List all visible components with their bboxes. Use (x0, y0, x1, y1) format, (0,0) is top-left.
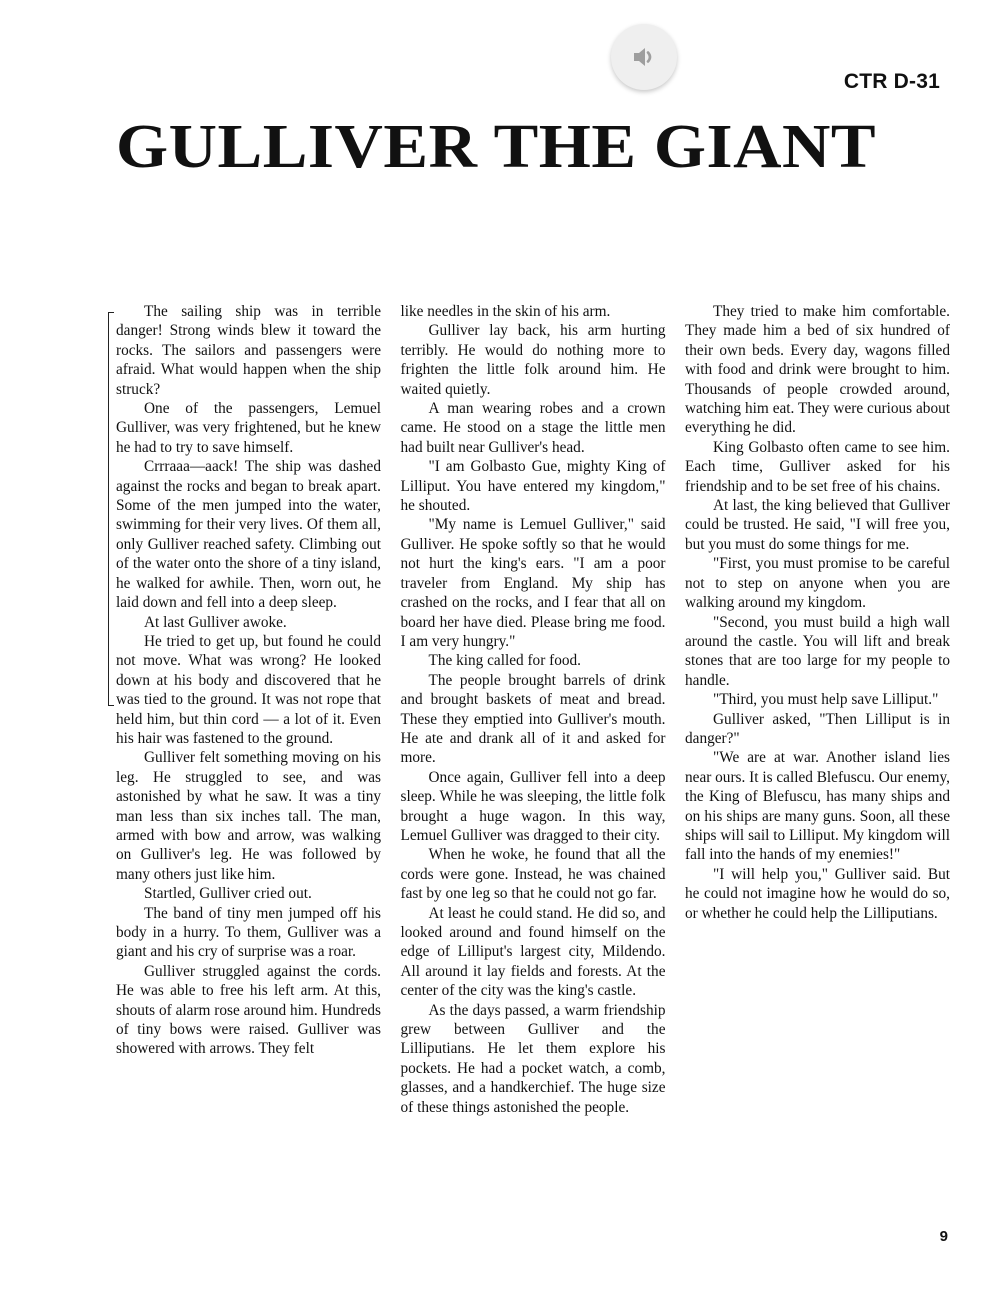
page-title: GULLIVER THE GIANT (116, 113, 877, 181)
paragraph: They tried to make him comfortable. They made him a bed of six hundred of their own beds. Every day, wagons filled with food and drink were brought to him. Thousands of people crowded around, watching him eat. They were curious about everything he did. (685, 303, 950, 437)
paragraph: "My name is Lemuel Gulliver," said Gulliver. He spoke softly so that he would not hurt the king's ears. "I am a poor traveler from England. My ship has crashed on the rocks, and I fear that all on board her have died. Please bring me food. I am very hungry." (400, 516, 666, 650)
paragraph: At last Gulliver awoke. (144, 613, 287, 631)
paragraph: At least he could stand. He did so, and looked around and found himself on the edge of Lilliput's largest city, Mildendo. All around it lay fields and forests. At the center of the city was the king's castle. (400, 904, 666, 1000)
paragraph: Startled, Gulliver cried out. (144, 885, 312, 903)
paragraph: "First, you must promise to be careful not to step on anyone when you are walking around my kingdom. (685, 555, 950, 612)
paragraph-continued: like needles in the skin of his arm. (400, 303, 611, 320)
paragraph: As the days passed, a warm friendship grew between Gulliver and the Lilliputians. He let them explore his pockets. He had a pocket watch, a comb, glasses, and a handkerchief. The huge size of these things astonished the people. (400, 1001, 666, 1116)
paragraph: King Golbasto often came to see him. Each time, Gulliver asked for his friendship and to be set free of his chains. (685, 438, 950, 495)
text-column-2 (401, 302, 666, 1117)
paragraph: "Third, you must help save Lilliput." (713, 691, 939, 709)
paragraph: "I am Golbasto Gue, mighty King of Lilliput. You have entered my kingdom," he shouted. (400, 458, 666, 515)
paragraph: "We are at war. Another island lies near ours. It is called Blefuscu. Our enemy, the King of Blefuscu, has many ships and on his ships are many guns. Soon, all these ships will sail to Lilliput. My kingdom will fall into the hands of my enemies!" (685, 749, 950, 864)
text-column-1 (116, 302, 381, 1117)
text-column-3 (685, 302, 950, 1117)
speaker-icon (627, 40, 661, 74)
document-code: CTR D-31 (843, 70, 940, 93)
excerpt-bracket (108, 312, 114, 706)
paragraph: The king called for food. (428, 652, 581, 670)
paragraph: Crrraaa—aack! The ship was dashed against the rocks and began to break apart. Some of the men jumped into the water, swimming for their very lives. Of them all, only Gulliver reached safety. Climbing out of the water onto the shore of a tiny island, he walked for awhile. Then, worn out, he laid down and fell into a deep sleep. (116, 458, 381, 612)
paragraph: The band of tiny men jumped off his body in a hurry. To them, Gulliver was a giant and his cry of surprise was a roar. (116, 904, 381, 961)
audio-play-button[interactable] (611, 24, 677, 90)
paragraph: A man wearing robes and a crown came. He stood on a stage the little men had built near Gulliver's head. (400, 400, 666, 456)
story-body (116, 302, 950, 1117)
paragraph: At last, the king believed that Gulliver could be trusted. He said, "I will free you, but you must do some things for me. (685, 497, 950, 553)
paragraph: Gulliver struggled against the cords. He was able to free his left arm. At this, shouts of alarm rose around him. Hundreds of tiny bows were raised. Gulliver was showered with arrows. They felt (116, 962, 381, 1058)
paragraph: Once again, Gulliver fell into a deep sleep. While he was sleeping, the little folk brought a huge wagon. In this way, Lemuel Gulliver was dragged to their city. (400, 768, 666, 844)
paragraph: One of the passengers, Lemuel Gulliver, was very frightened, but he knew he had to try to save himself. (116, 400, 381, 456)
page-number: 9 (939, 1228, 948, 1245)
paragraph: Gulliver asked, "Then Lilliput is in danger?" (685, 710, 950, 747)
paragraph: "Second, you must build a high wall around the castle. You will lift and break stones that are too large for my people to handle. (685, 613, 950, 689)
paragraph: The sailing ship was in terrible danger! Strong winds blew it toward the rocks. The sailors and passengers were afraid. What would happen when the ship struck? (116, 303, 381, 398)
paragraph: When he woke, he found that all the cords were gone. Instead, he was chained fast by one leg so that he could not go far. (400, 846, 666, 903)
paragraph: Gulliver lay back, his arm hurting terribly. He would do nothing more to frighten the little folk around him. He waited quietly. (400, 322, 666, 398)
paragraph: Gulliver felt something moving on his leg. He struggled to see, and was astonished by what he saw. It was a tiny man less than six inches tall. The man, armed with bow and arrow, was walking on Gulliver's leg. He was followed by many others just like him. (116, 749, 381, 883)
paragraph: He tried to get up, but found he could not move. What was wrong? He looked down at his body and discovered that he was tied to the ground. It was not rope that held him, but thin cord — a lot of it. Even his hair was fastened to the ground. (116, 632, 381, 747)
paragraph: "I will help you," Gulliver said. But he could not imagine how he would do so, or whether he could help the Lilliputians. (685, 865, 950, 922)
paragraph: The people brought barrels of drink and brought baskets of meat and bread. These they emptied into Gulliver's mouth. He ate and drank all of it and asked for more. (400, 671, 666, 767)
